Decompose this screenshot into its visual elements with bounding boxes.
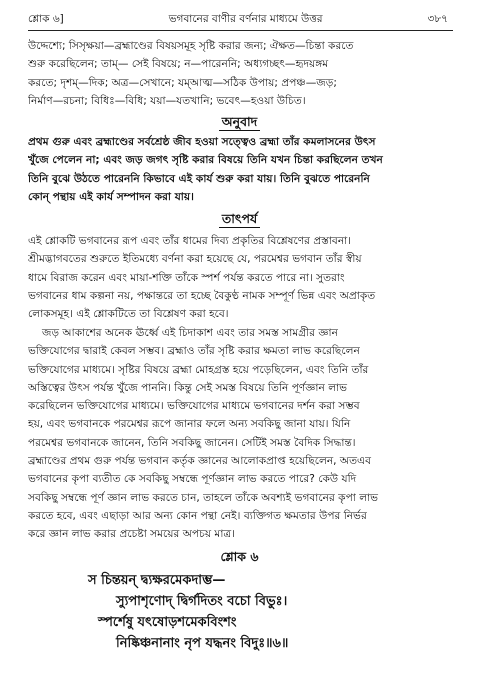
chapter-title: ভগবানের বাণীর বর্ণনার মাধ্যমে উত্তর (168, 13, 323, 25)
translation-line: প্রথম গুরু এবং ব্রহ্মাণ্ডের সর্বশ্রেষ্ঠ জীব হওয়া সত্ত্বেও ব্রহ্মা তাঁর কমলাসনের উৎস (28, 136, 376, 148)
verse-line: স্যুপাশৃণোদ্ দ্বির্গদিতং বচো বিভুঃ। (116, 594, 288, 609)
purport-line: করেছিলেন ভক্তিযোগের মাধ্যমে। ভক্তিযোগের মাধ্যমে ভগবানের দর্শন করা সম্ভব (28, 400, 360, 413)
verse-line: স চিন্তয়ন্ দ্ব্যক্ষরমেকদাম্ভ— (88, 573, 226, 588)
purport-line: করে জ্ঞান লাভ করার প্রচেষ্টা সময়ের অপচয় মাত্র। (28, 528, 235, 541)
purport-line: শ্রীমদ্ভাগবতের শুরুতে ইতিমধ্যে বর্ণনা করা হয়েছে যে, পরমেশ্বর ভগবান তাঁর স্বীয় (28, 253, 362, 266)
translation-heading: অনুবাদ (0, 113, 479, 131)
verse-label: শ্লোক ৬ (220, 549, 259, 564)
purport-line: ভক্তিযোগের দ্বারাই কেবল সম্ভব। ব্রহ্মাও তাঁর সৃষ্টি করার ক্ষমতা লাভ করেছিলেন (28, 345, 360, 358)
purport-line: অস্তিত্বের উৎস পর্যন্ত খুঁজে পাননি। কিন্তু সেই সমস্ত বিষয়ে তিনি পূর্ণজ্ঞান লাভ (28, 381, 348, 394)
purport-paragraph-2 (28, 324, 453, 544)
sanskrit-verse (88, 570, 448, 654)
synonyms-line: উদ্দেশ্যে; সিসৃক্ষয়া—ব্রহ্মাণ্ডের বিষয়সমূহ সৃষ্টি করার জন্য; ঐক্ষত—চিন্তা করতে (28, 40, 354, 52)
purport-line: ধামে বিরাজ করেন এবং মায়া-শক্তি তাঁকে স্পর্শ পর্যন্ত করতে পারে না। সুতরাং (28, 271, 345, 284)
verse-line: স্পর্শেষু যৎষোড়শমেকবিংশং (98, 615, 237, 630)
purport-line: করতে হবে, এবং এছাড়া আর অন্য কোন পন্থা নেই। ব্যক্তিগত ক্ষমতার উপর নির্ভর (28, 509, 367, 522)
verse-reference: শ্লোক ৬] (28, 13, 64, 25)
translation-line: খুঁজে পেলেন না; এবং জড় জগৎ সৃষ্টি করার বিষয়ে তিনি যখন চিন্তা করছিলেন তখন (28, 154, 383, 167)
verse-line: নিষ্কিঞ্চনানাং নৃপ যদ্ধনং বিদুঃ॥৬॥ (116, 636, 289, 651)
synonyms-line: করতে; দৃশম্—দিক; অত্র—সেখানে; যম্‌আত্ম—সঠিক উপায়; প্রপঞ্চ—জড়; (28, 76, 337, 89)
purport-line: হয়, এবং ভগবানকে পরমেশ্বর রূপে জানার ফলে অন্য সবকিছু জানা যায়। যিনি (28, 418, 351, 431)
purport-line: ভগবানের ধাম কল্পনা নয়, পক্ষান্তরে তা হচ্ছে বৈকুণ্ঠ নামক সম্পূর্ণ ভিন্ন এবং অপ্রাকৃত (28, 289, 376, 302)
purport-paragraph-1 (28, 232, 453, 323)
translation-line: তিনি বুঝে উঠতে পারেননি কিভাবে এই কার্য শুরু করা যায়। তিনি বুঝতে পারেননি (28, 172, 370, 185)
purport-line: ভগবানের কৃপা ব্যতীত কে সবকিছু সম্বন্ধে পূর্ণজ্ঞান লাভ করতে পারে? কেউ যদি (28, 473, 357, 486)
purport-line: সবকিছু সম্বন্ধে পূর্ণ জ্ঞান লাভ করতে চান, তাহলে তাঁকে অবশ্যই ভগবানের কৃপা লাভ (28, 491, 379, 504)
purport-line: ভক্তিযোগের মাধ্যমে। সৃষ্টির বিষয়ে ব্রহ্মা মোহগ্রস্ত হয়ে পড়েছিলেন, এবং তিনি তাঁর (28, 363, 369, 376)
synonyms-paragraph (28, 37, 453, 110)
header-rule (28, 30, 453, 31)
purport-line: জড় আকাশের অনেক ঊর্ধ্বে এই চিদাকাশ এবং তার সমস্ত সামগ্রীর জ্ঞান (42, 327, 338, 339)
purport-line: লোকসমূহ। এই শ্লোকটিতে তা বিশ্লেষণ করা হবে। (28, 308, 229, 321)
running-header (28, 10, 448, 28)
purport-line: পরমেশ্বর ভগবানকে জানেন, তিনি সবকিছু জানেন। সেটিই সমস্ত বৈদিক সিদ্ধান্ত। (28, 436, 356, 449)
synonyms-line: নির্মাণ—রচনা; বিধিঃ—বিধি; যয়া—যতখানি; ভবেৎ—হওয়া উচিত। (28, 94, 306, 107)
page-number: ৩৮৭ (427, 13, 448, 25)
purport-heading: তাৎপর্য (0, 210, 479, 228)
synonyms-line: শুরু করেছিলেন; তাম্— সেই বিষয়ে; ন—পারেননি; অধ্যগচ্ছৎ—হৃদয়ঙ্গম (28, 58, 329, 71)
translation-line: কোন্ পন্থায় এই কার্য সম্পাদন করা যায়। (28, 190, 194, 203)
purport-line: ব্রহ্মাণ্ডের প্রথম গুরু পর্যন্ত ভগবান কর্তৃক জ্ঞানের আলোকপ্রাপ্ত হয়েছিলেন, অতএব (28, 455, 371, 468)
purport-line: এই শ্লোকটি ভগবানের রূপ এবং তাঁর ধামের দিব্য প্রকৃতির বিশ্লেষণের প্রস্তাবনা। (28, 235, 351, 247)
translation-paragraph (28, 133, 453, 206)
